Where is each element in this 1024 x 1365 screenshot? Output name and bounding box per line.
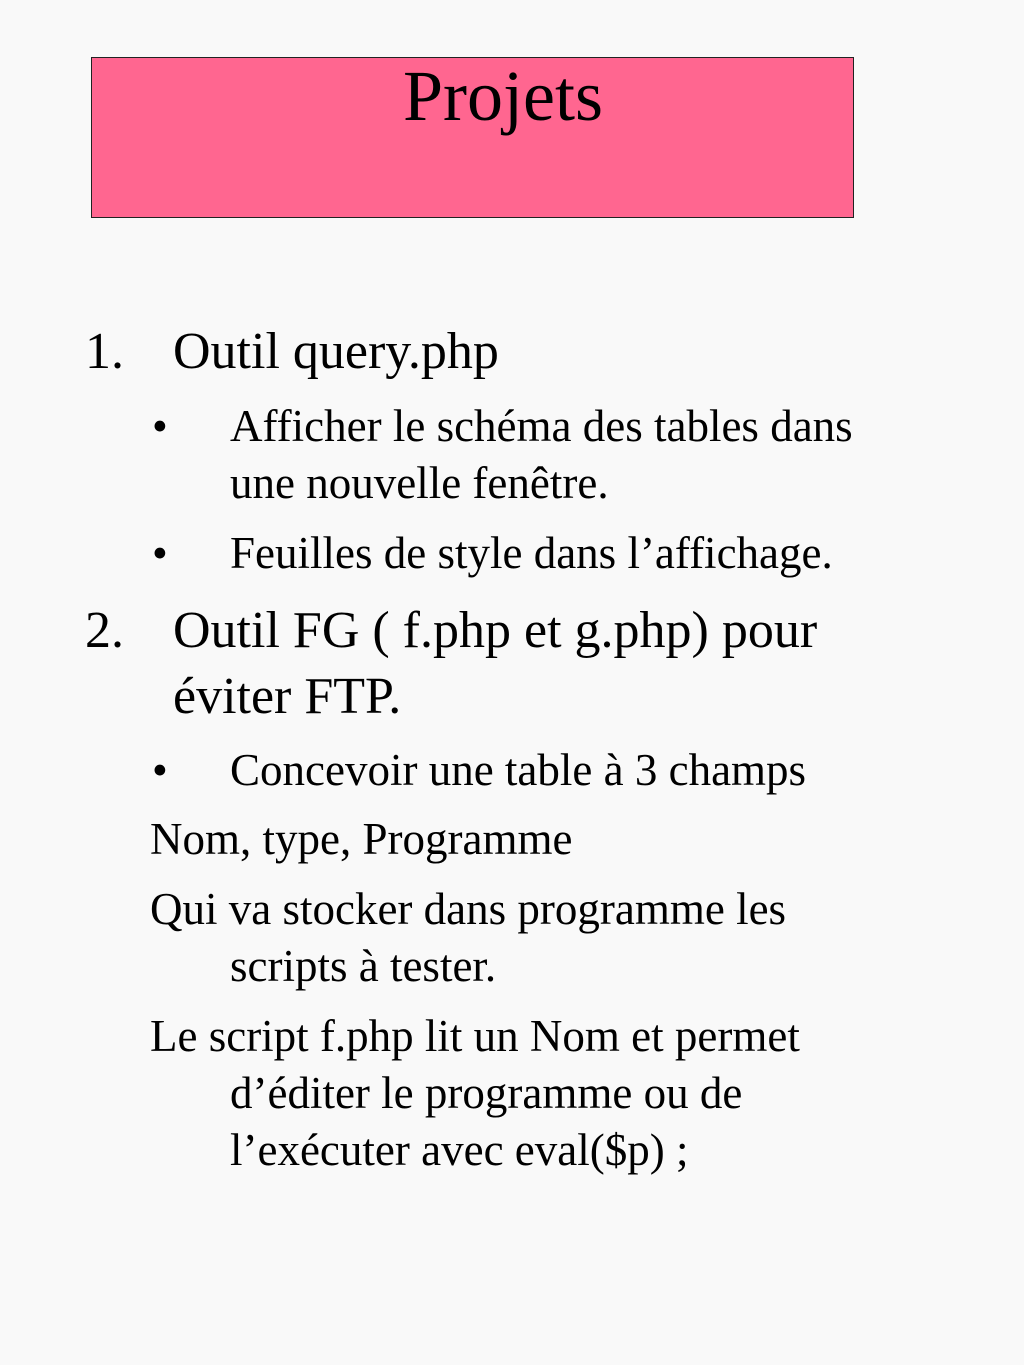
bullet-marker: •: [152, 528, 168, 578]
bullet-1-1-line-1: Afficher le schéma des tables dans: [230, 401, 853, 451]
item-number-1: 1.: [85, 323, 124, 380]
item-2-line-2: éviter FTP.: [173, 668, 402, 725]
slide-title: Projets: [402, 56, 603, 136]
paragraph-3-line-1: Le script f.php lit un Nom et permet: [150, 1011, 800, 1061]
bullet-marker: •: [152, 745, 168, 795]
paragraph-2-line-1: Qui va stocker dans programme les: [150, 884, 787, 934]
item-1-text: Outil query.php: [173, 323, 499, 380]
item-2-line-1: Outil FG ( f.php et g.php) pour: [173, 602, 818, 659]
bullet-1-1-line-2: une nouvelle fenêtre.: [230, 458, 609, 508]
paragraph-3-line-2: d’éditer le programme ou de: [230, 1068, 743, 1118]
bullet-1-2-line-1: Feuilles de style dans l’affichage.: [230, 528, 833, 578]
paragraph-1-line-1: Nom, type, Programme: [150, 814, 573, 864]
paragraph-2-line-2: scripts à tester.: [230, 941, 497, 991]
paragraph-3-line-3: l’exécuter avec eval($p) ;: [230, 1125, 689, 1175]
item-number-2: 2.: [85, 602, 124, 659]
bullet-2-1-line-1: Concevoir une table à 3 champs: [230, 745, 807, 795]
bullet-marker: •: [152, 401, 168, 451]
